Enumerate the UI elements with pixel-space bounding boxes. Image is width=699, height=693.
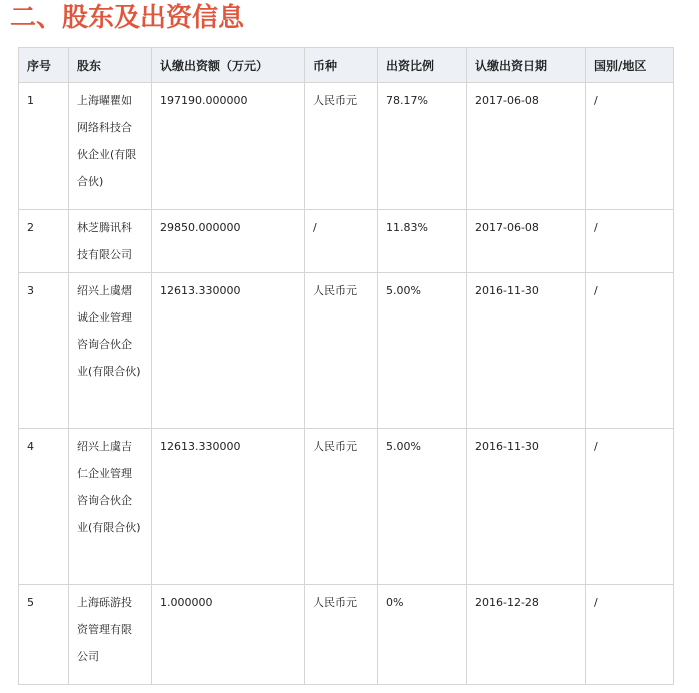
amount-cell: 12613.330000 xyxy=(152,429,305,585)
shareholder-line: 咨询合伙企 xyxy=(77,338,132,351)
currency-cell: 人民币元 xyxy=(305,429,378,585)
shareholder-cell xyxy=(69,273,152,429)
ratio-cell: 5.00% xyxy=(378,273,467,429)
date-cell: 2017-06-08 xyxy=(467,210,586,273)
shareholder-line: 绍兴上虞熠 xyxy=(77,284,132,297)
shareholder-line: 林芝腾讯科 xyxy=(77,221,132,234)
currency-cell: 人民币元 xyxy=(305,585,378,685)
table-row xyxy=(19,83,674,210)
table-row xyxy=(19,585,674,685)
date-cell: 2016-11-30 xyxy=(467,429,586,585)
region-cell: / xyxy=(586,429,674,585)
header-ratio: 出资比例 xyxy=(378,48,467,83)
header-amount: 认缴出资额（万元） xyxy=(152,48,305,83)
shareholder-cell xyxy=(69,429,152,585)
shareholder-line: 咨询合伙企 xyxy=(77,494,132,507)
shareholder-line: 业(有限合伙) xyxy=(77,521,141,534)
amount-cell: 1.000000 xyxy=(152,585,305,685)
shareholder-line: 技有限公司 xyxy=(77,248,132,261)
shareholder-cell xyxy=(69,83,152,210)
header-shareholder: 股东 xyxy=(69,48,152,83)
shareholder-line: 资管理有限 xyxy=(77,623,132,636)
shareholder-cell xyxy=(69,210,152,273)
index-cell: 5 xyxy=(19,585,69,685)
table-row xyxy=(19,429,674,585)
ratio-cell: 5.00% xyxy=(378,429,467,585)
shareholder-line: 上海砾游投 xyxy=(77,596,132,609)
ratio-cell: 11.83% xyxy=(378,210,467,273)
shareholder-line: 仁企业管理 xyxy=(77,467,132,480)
index-cell: 3 xyxy=(19,273,69,429)
amount-cell: 197190.000000 xyxy=(152,83,305,210)
shareholder-line: 业(有限合伙) xyxy=(77,365,141,378)
header-index: 序号 xyxy=(19,48,69,83)
shareholder-line: 上海曜瞿如 xyxy=(77,94,132,107)
ratio-cell: 0% xyxy=(378,585,467,685)
index-cell: 2 xyxy=(19,210,69,273)
table-row xyxy=(19,273,674,429)
currency-cell: 人民币元 xyxy=(305,273,378,429)
region-cell: / xyxy=(586,585,674,685)
shareholder-table xyxy=(18,47,674,685)
currency-cell: 人民币元 xyxy=(305,83,378,210)
shareholder-line: 网络科技合 xyxy=(77,121,132,134)
shareholder-line: 合伙) xyxy=(77,175,104,188)
index-cell: 4 xyxy=(19,429,69,585)
table-header-row xyxy=(19,48,674,83)
ratio-cell: 78.17% xyxy=(378,83,467,210)
region-cell: / xyxy=(586,273,674,429)
amount-cell: 12613.330000 xyxy=(152,273,305,429)
currency-cell: / xyxy=(305,210,378,273)
date-cell: 2016-12-28 xyxy=(467,585,586,685)
index-cell: 1 xyxy=(19,83,69,210)
shareholder-line: 绍兴上虞吉 xyxy=(77,440,132,453)
header-date: 认缴出资日期 xyxy=(467,48,586,83)
header-region: 国别/地区 xyxy=(586,48,674,83)
shareholder-line: 公司 xyxy=(77,650,99,663)
header-currency: 币种 xyxy=(305,48,378,83)
date-cell: 2017-06-08 xyxy=(467,83,586,210)
shareholder-cell xyxy=(69,585,152,685)
date-cell: 2016-11-30 xyxy=(467,273,586,429)
shareholder-line: 诚企业管理 xyxy=(77,311,132,324)
region-cell: / xyxy=(586,83,674,210)
shareholder-line: 伙企业(有限 xyxy=(77,148,137,161)
amount-cell: 29850.000000 xyxy=(152,210,305,273)
table-row xyxy=(19,210,674,273)
section-title: 二、股东及出资信息 xyxy=(10,3,245,33)
region-cell: / xyxy=(586,210,674,273)
